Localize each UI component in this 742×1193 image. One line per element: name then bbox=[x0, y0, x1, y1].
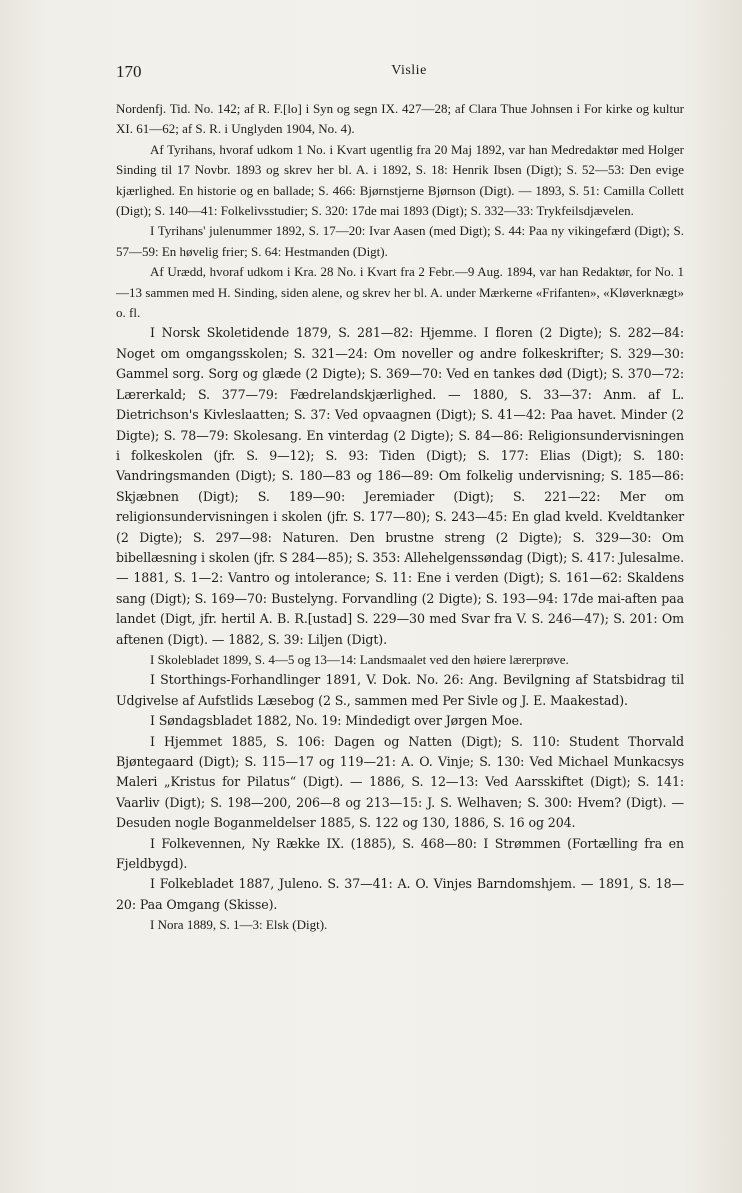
paragraph-7: I Storthings-Forhandlinger 1891, V. Dok. No. 26: Ang. Bevilgning af Statsbidrag til Udgivelse af Aufstlids Læsebog (2 S., sammen med Per Sivle og J. E. Maakestad). bbox=[116, 672, 684, 708]
paragraph-4: Af Urædd, hvoraf udkom i Kra. 28 No. i Kvart fra 2 Febr.—9 Aug. 1894, var han Redaktør, for No. 1—13 sammen med H. Sinding, siden alene, og skrev her bl. A. under Mærkerne «Frifanten», «Kløverknægt» o. fl. bbox=[116, 264, 684, 321]
page-header bbox=[116, 62, 702, 84]
paragraph-10: I Folkevennen, Ny Række IX. (1885), S. 468—80: I Strømmen (Fortælling fra en Fjeldbygd). bbox=[116, 835, 684, 872]
paragraph-2: Af Tyrihans, hvoraf udkom 1 No. i Kvart ugentlig fra 20 Maj 1892, var han Medredaktør med Holger Sinding til 17 Novbr. 1893 og skrev her bl. A. i 1892, S. 18: Henrik Ibsen (Digt); S. 52—53: Den evige kjærlighed. En historie og en ballade; S. 466: Bjørnstjerne Bjørnson (Digt). — 1893, S. 51: Camilla Collett (Digt); S. 140—41: Folkelivsstudier; S. 320: 17de mai 1893 (Digt); S. 332—33: Trykfeilsdjævelen. bbox=[116, 141, 684, 219]
paragraph-1: Nordenfj. Tid. No. 142; af R. F.[lo] i Syn og segn IX. 427—28; af Clara Thue Johnsen i For kirke og kultur XI. 61—62; af S. R. i Unglyden 1904, No. 4). bbox=[116, 101, 684, 137]
paragraph-11: I Folkebladet 1887, Juleno. S. 37—41: A. O. Vinjes Barndomshjem. — 1891, S. 18—20: Paa Omgang (Skisse). bbox=[116, 876, 684, 912]
paragraph-8: I Søndagsbladet 1882, No. 19: Mindedigt over Jørgen Moe. bbox=[150, 713, 523, 729]
page-number: 170 bbox=[116, 62, 142, 81]
paragraph-6: I Skolebladet 1899, S. 4—5 og 13—14: Landsmaalet ved den høiere lærerprøve. bbox=[150, 651, 569, 667]
paragraph-12: I Nora 1889, S. 1—3: Elsk (Digt). bbox=[150, 917, 328, 933]
paragraph-9: I Hjemmet 1885, S. 106: Dagen og Natten (Digt); S. 110: Student Thorvald Bjøntegaard (Digt); S. 115—17 og 119—21: A. O. Vinje; S. 130: Ved Michael Munkacsys Maleri „Kristus for Pilatus“ (Digt). — 1886, S. 12—13: Ved Aarsskiftet (Digt); S. 141: Vaarliv (Digt); S. 198—200, 206—8 og 213—15: J. S. Welhaven; S. 300: Hvem? (Digt). — Desuden nogle Boganmeldelser 1885, S. 122 og 130, 1886, S. 16 og 204. bbox=[116, 733, 684, 831]
paragraph-3: I Tyrihans' julenummer 1892, S. 17—20: Ivar Aasen (med Digt); S. 44: Paa ny vikingefærd (Digt); S. 57—59: En høvelig frier; S. 64: Hestmanden (Digt). bbox=[116, 223, 684, 259]
running-title: Vislie bbox=[391, 63, 427, 78]
page-body bbox=[116, 99, 684, 936]
paragraph-5: I Norsk Skoletidende 1879, S. 281—82: Hjemme. I floren (2 Digte); S. 282—84: Noget om omgangsskolen; S. 321—24: Om noveller og andre folkeskrifter; S. 329—30: Gammel sorg. Sorg og glæde (2 Digte); S. 369—70: Ved en tankes død (Digt); S. 370—72: Lærerkald; S. 377—79: Fædrelandskjærlighed. — 1880, S. 33—37: Anm. af L. Dietrichson's Kivleslaatten; S. 37: Ved opvaagnen (Digt); S. 41—42: Paa havet. Minder (2 Digte); S. 78—79: Skolesang. En vinterdag (2 Digte); S. 84—86: Religionsundervisningen i folkeskolen (jfr. S. 9—12); S. 93: Tiden (Digt); S. 177: Elias (Digt); S. 180: Vandringsmanden (Digt); S. 180—83 og 186—89: Om folkelig undervisning; S. 185—86: Skjæbnen (Digt); S. 189—90: Jeremiader (Digt); S. 221—22: Mer om religionsundervisningen i skolen (jfr. S. 177—80); S. 243—45: En glad kveld. Kveldtanker (2 Digte); S. 297—98: Naturen. Den brustne streng (2 Digte); S. 329—30: Om bibellæsning i skolen (jfr. S 284—85); S. 353: Allehelgenssøndag (Digt); S. 417: Julesalme. — 1881, S. 1—2: Vantro og intolerance; S. 11: Ene i verden (Digt); S. 161—62: Skaldens sang (Digt); S. 169—70: Bustelyng. Forvandling (2 Digte); S. 193—94: 17de mai-aften paa landet (Digt, jfr. hertil A. B. R.[ustad] S. 229—30 med Svar fra V. S. 246—47); S. 201: Om aftenen (Digt). — 1882, S. 39: Liljen (Digt). bbox=[116, 325, 684, 647]
